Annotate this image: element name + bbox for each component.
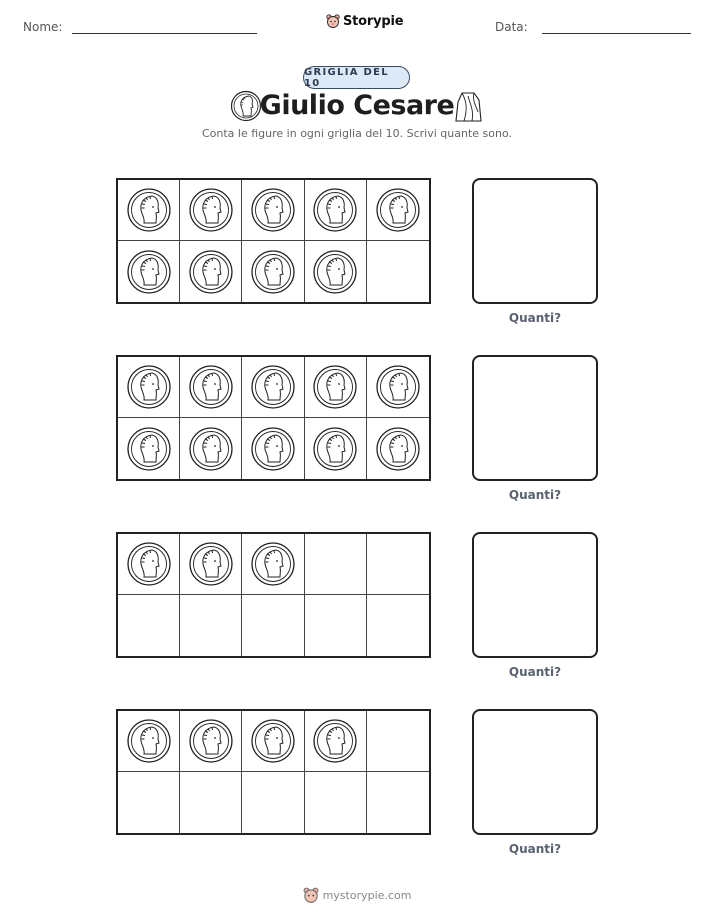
grid-cell: [367, 241, 429, 302]
caesar-coin-icon: [312, 364, 358, 410]
page-title: Giulio Cesare: [259, 90, 455, 121]
answer-label-1: Quanti?: [508, 311, 562, 325]
caesar-coin-icon: [126, 364, 172, 410]
grid-cell: [305, 534, 367, 595]
grid-cell: [305, 241, 367, 302]
name-line: [72, 33, 257, 34]
grid-cell: [180, 595, 242, 656]
grid-cell: [367, 595, 429, 656]
caesar-coin-icon: [126, 187, 172, 233]
grid-cell: [367, 357, 429, 418]
grid-cell: [118, 418, 180, 479]
grid-cell: [180, 772, 242, 833]
caesar-coin-icon: [188, 426, 234, 472]
ten-frame-1: [116, 178, 431, 304]
caesar-coin-icon: [126, 718, 172, 764]
caesar-coin-icon: [126, 249, 172, 295]
grid-cell: [118, 534, 180, 595]
footer: [0, 886, 714, 904]
grid-cell: [118, 241, 180, 302]
caesar-coin-icon: [126, 426, 172, 472]
grid-cell: [118, 180, 180, 241]
caesar-coin-icon: [126, 541, 172, 587]
ten-frame-4: [116, 709, 431, 835]
grid-cell: [367, 711, 429, 772]
caesar-coin-icon: [188, 718, 234, 764]
answer-box-2[interactable]: [472, 355, 598, 481]
storypie-mascot-icon: [326, 13, 340, 29]
grid-cell: [242, 534, 304, 595]
grid-cell: [118, 357, 180, 418]
ten-frame-2: [116, 355, 431, 481]
grid-cell: [367, 772, 429, 833]
answer-label-3: Quanti?: [508, 665, 562, 679]
grid-cell: [305, 357, 367, 418]
grid-cell: [305, 595, 367, 656]
grid-cell: [118, 595, 180, 656]
grid-cell: [367, 534, 429, 595]
date-label: Data:: [495, 20, 528, 34]
caesar-coin-icon: [312, 187, 358, 233]
grid-cell: [242, 711, 304, 772]
grid-cell: [242, 357, 304, 418]
caesar-coin-icon: [312, 249, 358, 295]
caesar-coin-icon: [312, 718, 358, 764]
grid-cell: [305, 772, 367, 833]
footer-url: mystorypie.com: [322, 888, 412, 902]
grid-cell: [242, 180, 304, 241]
caesar-coin-icon: [188, 249, 234, 295]
grid-cell: [118, 711, 180, 772]
grid-cell: [305, 711, 367, 772]
caesar-coin-icon: [188, 364, 234, 410]
caesar-coin-icon: [375, 364, 421, 410]
grid-cell: [180, 711, 242, 772]
brand-logo: [326, 13, 403, 29]
date-line: [542, 33, 691, 34]
grid-cell: [242, 772, 304, 833]
caesar-coin-icon: [188, 541, 234, 587]
grid-cell: [367, 180, 429, 241]
ten-frame-3: [116, 532, 431, 658]
grid-cell: [180, 241, 242, 302]
caesar-coin-icon: [250, 426, 296, 472]
grid-cell: [305, 418, 367, 479]
instructions: Conta le figure in ogni griglia del 10. Scrivi quante sono.: [201, 127, 512, 140]
grid-cell: [118, 772, 180, 833]
answer-box-4[interactable]: [472, 709, 598, 835]
caesar-coin-icon: [250, 718, 296, 764]
answer-label-2: Quanti?: [508, 488, 562, 502]
grid-cell: [242, 595, 304, 656]
answer-box-1[interactable]: [472, 178, 598, 304]
grid-cell: [305, 180, 367, 241]
answer-label-4: Quanti?: [508, 842, 562, 856]
answer-box-3[interactable]: [472, 532, 598, 658]
toga-icon: [452, 90, 484, 124]
caesar-coin-icon: [250, 541, 296, 587]
caesar-coin-icon: [250, 364, 296, 410]
name-label: Nome:: [23, 20, 63, 34]
grid-cell: [180, 534, 242, 595]
storypie-mascot-icon: [303, 886, 319, 904]
caesar-coin-icon: [188, 187, 234, 233]
grid-cell: [180, 180, 242, 241]
grid-cell: [180, 357, 242, 418]
caesar-coin-icon: [312, 426, 358, 472]
grid-cell: [242, 241, 304, 302]
caesar-coin-icon: [250, 249, 296, 295]
caesar-coin-icon: [250, 187, 296, 233]
grid-cell: [242, 418, 304, 479]
caesar-coin-icon: [375, 187, 421, 233]
grid-cell: [367, 418, 429, 479]
caesar-coin-icon: [375, 426, 421, 472]
grid-cell: [180, 418, 242, 479]
worksheet-type-badge: GRIGLIA DEL 10: [303, 66, 410, 89]
brand-name: Storypie: [343, 13, 404, 29]
